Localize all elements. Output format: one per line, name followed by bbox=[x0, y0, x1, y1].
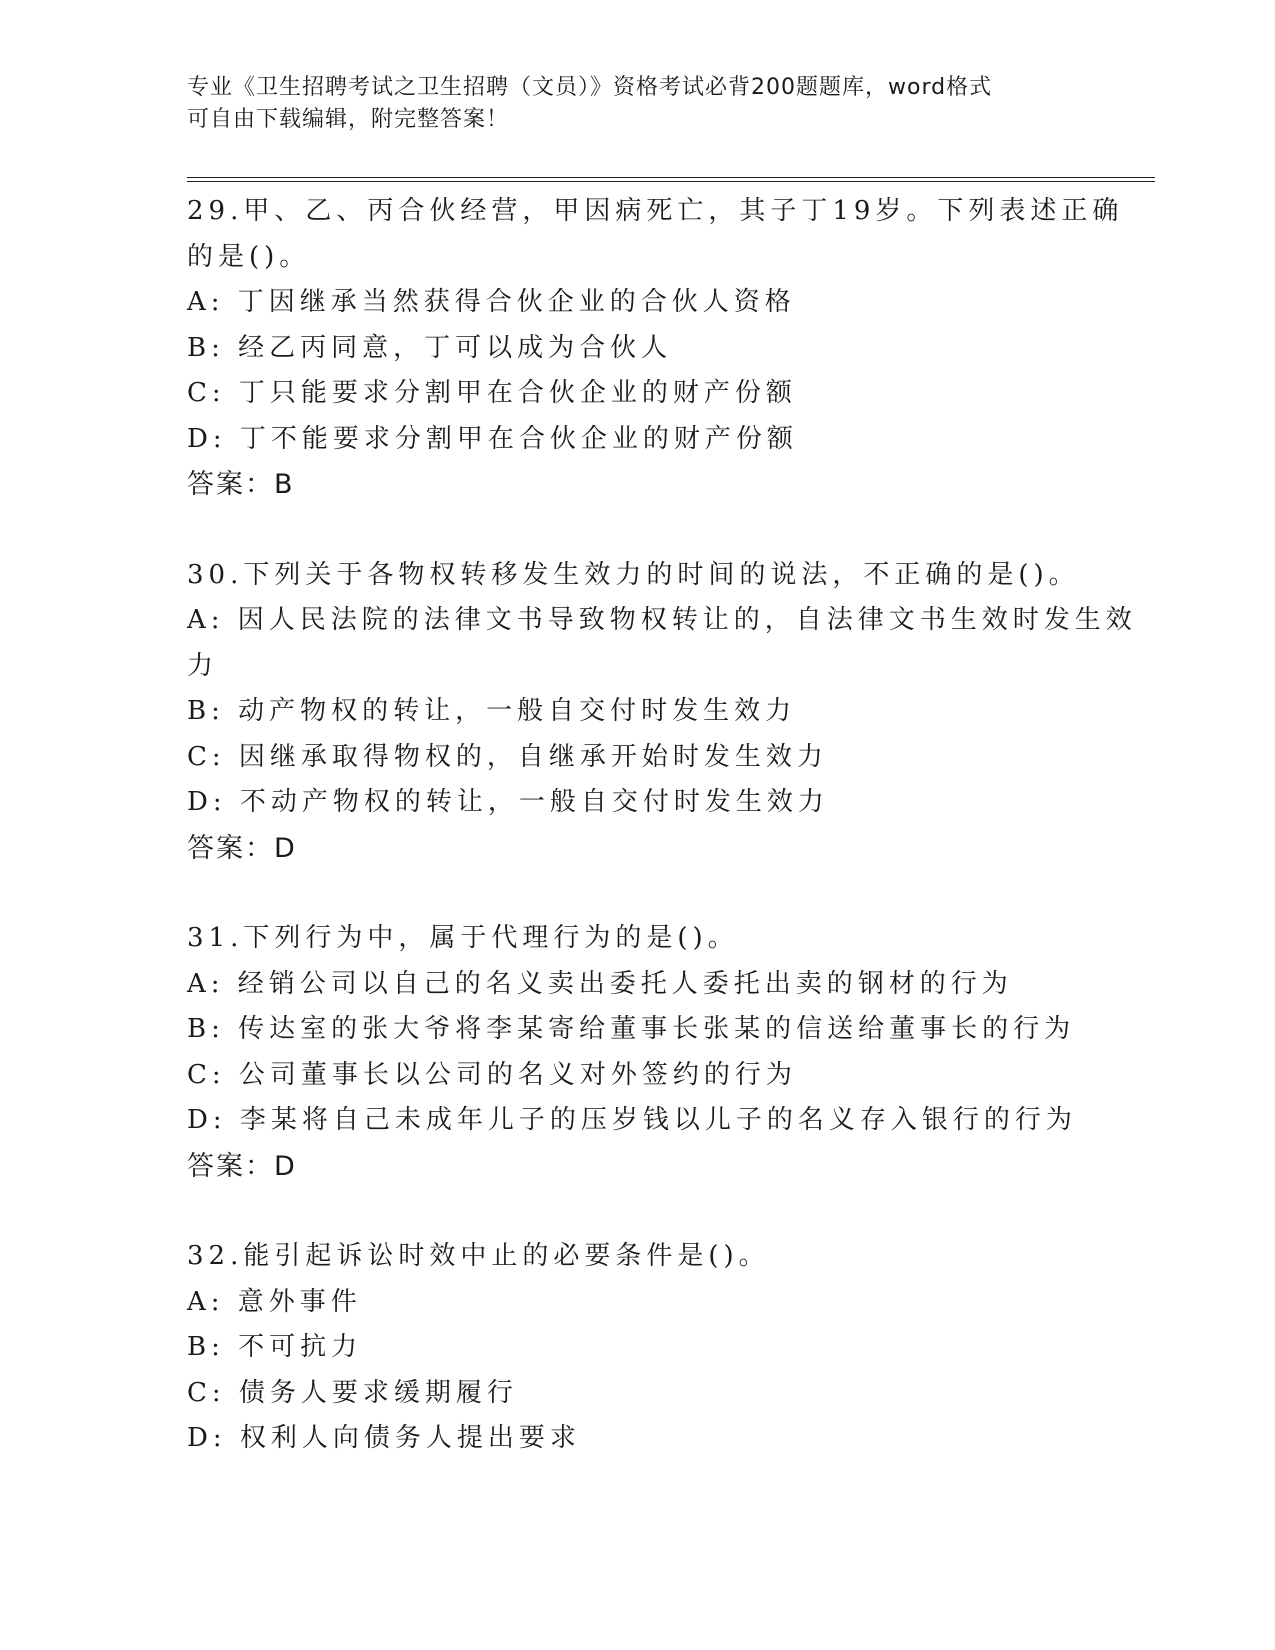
option-a-continued: 力 bbox=[187, 650, 219, 681]
option-b: B: 传达室的张大爷将李某寄给董事长张某的信送给董事长的行为 bbox=[187, 1014, 1076, 1044]
option-b: B: 不可抗力 bbox=[187, 1332, 363, 1362]
option-d: D: 不动产物权的转让，一般自交付时发生效力 bbox=[187, 787, 829, 817]
question-29 bbox=[187, 189, 1124, 508]
option-d: D: 权利人向债务人提出要求 bbox=[187, 1423, 581, 1453]
header-line: 专业《卫生招聘考试之卫生招聘（文员）》资格考试必背200题题库，word格式 bbox=[187, 75, 993, 100]
option-c: C: 丁只能要求分割甲在合伙企业的财产份额 bbox=[187, 378, 797, 408]
question-32 bbox=[187, 1234, 1087, 1462]
option-c: C: 因继承取得物权的，自继承开始时发生效力 bbox=[187, 741, 828, 772]
question-stem: 32.能引起诉讼时效中止的必要条件是()。 bbox=[187, 1241, 770, 1271]
question-stem: 的是()。 bbox=[187, 241, 311, 272]
question-stem: 29.甲、乙、丙合伙经营，甲因病死亡，其子丁19岁。下列表述正确 bbox=[187, 196, 1124, 226]
option-a: A: 丁因继承当然获得合伙企业的合伙人资格 bbox=[187, 287, 796, 317]
answer-label: 答案：B bbox=[187, 469, 295, 500]
option-c: C: 公司董事长以公司的名义对外签约的行为 bbox=[187, 1059, 797, 1090]
option-a: A: 因人民法院的法律文书导致物权转让的，自法律文书生效时发生效 bbox=[187, 605, 1137, 635]
question-list bbox=[187, 189, 1137, 1462]
question-30 bbox=[187, 553, 1137, 872]
option-a: A: 经销公司以自己的名义卖出委托人委托出卖的钢材的行为 bbox=[187, 968, 1013, 999]
header-divider bbox=[187, 177, 1155, 182]
header-line: 可自由下载编辑，附完整答案！ bbox=[187, 107, 510, 132]
answer-label: 答案：D bbox=[187, 1150, 297, 1182]
answer-label: 答案：D bbox=[187, 832, 297, 864]
option-b: B: 经乙丙同意，丁可以成为合伙人 bbox=[187, 332, 673, 363]
question-stem: 30.下列关于各物权转移发生效力的时间的说法，不正确的是()。 bbox=[187, 559, 1080, 590]
option-d: D: 丁不能要求分割甲在合伙企业的财产份额 bbox=[187, 423, 798, 454]
option-c: C: 债务人要求缓期履行 bbox=[187, 1377, 518, 1408]
option-a: A: 意外事件 bbox=[187, 1286, 362, 1317]
option-d: D: 李某将自己未成年儿子的压岁钱以儿子的名义存入银行的行为 bbox=[187, 1105, 1077, 1135]
document-header bbox=[187, 72, 1067, 136]
question-31 bbox=[187, 916, 1087, 1189]
option-b: B: 动产物权的转让，一般自交付时发生效力 bbox=[187, 696, 797, 726]
question-stem: 31.下列行为中，属于代理行为的是()。 bbox=[187, 923, 739, 953]
